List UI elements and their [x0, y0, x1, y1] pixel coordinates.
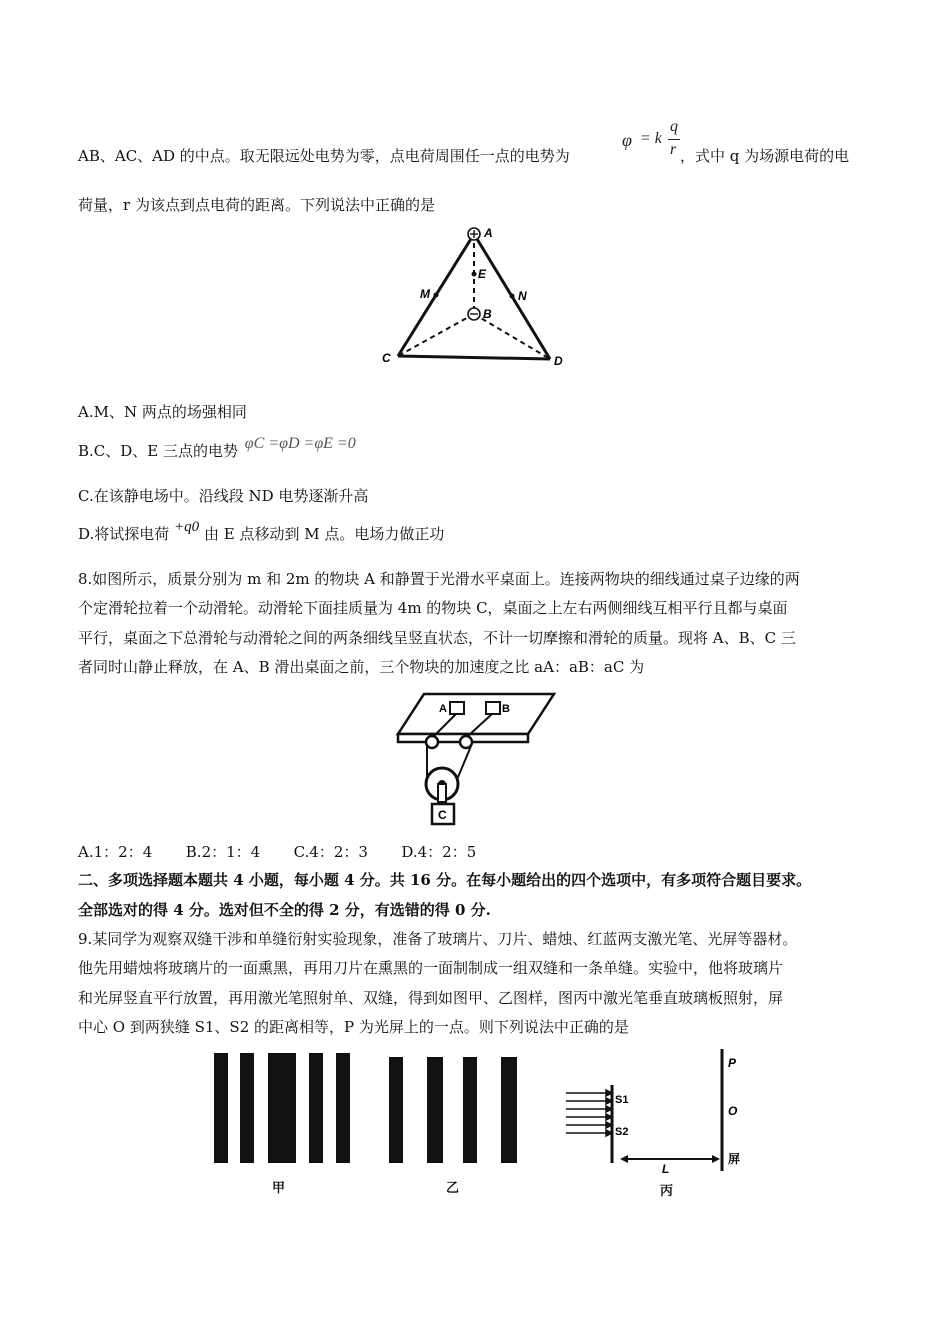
q9-line4: 中心 O 到两狭缝 S1、S2 的距离相等，P 为光屏上的一点。则下列说法中正确的是: [78, 1018, 629, 1036]
q8-option-c: C.4：2：3: [293, 843, 368, 861]
fringe: [427, 1057, 443, 1163]
label-jia: 甲: [272, 1181, 286, 1196]
q7-intro-text-b: ，式中 q 为场源电荷的电: [680, 147, 850, 165]
fringe: [501, 1057, 517, 1163]
q7-option-b-formula: φC =φD =φE =0: [244, 435, 356, 452]
label-A: A: [484, 226, 493, 240]
label-screen: 屏: [728, 1152, 741, 1166]
label-S1: S1: [615, 1094, 629, 1106]
q7-option-b-text: B.C、D、E 三点的电势: [78, 442, 239, 460]
q7-option-d-text-a: D.将试探电荷: [78, 525, 170, 543]
label-C: C: [382, 351, 391, 365]
q8-option-b: B.2：1：4: [185, 843, 261, 861]
label-block-A: A: [439, 703, 447, 715]
q9-line2: 他先用蜡烛将玻璃片的一面熏黑，再用刀片在熏黑的一面制制成一组双缝和一条单缝。实验中，他将玻璃片: [78, 959, 784, 977]
q9-line1: 9.某同学为观察双缝干涉和单缝衍射实验现象，准备了玻璃片、刀片、蜡烛、红蓝两支激光笔、光屏等器材。: [78, 930, 798, 948]
fringe: [240, 1053, 254, 1163]
tetrahedron-figure: [378, 222, 578, 382]
fringe: [309, 1053, 323, 1163]
fringe: [389, 1057, 403, 1163]
block-A: [450, 702, 464, 714]
q7-intro-line1-tail: [680, 146, 849, 166]
q7-intro-line2: 荷量，r 为该点到点电荷的距离。下列说法中正确的是: [78, 196, 435, 214]
label-P: P: [728, 1056, 737, 1070]
arrowhead-right: [712, 1155, 720, 1163]
q8-option-a: A.1：2：4: [78, 843, 153, 861]
formula-numerator: q: [670, 118, 678, 135]
q8-line4: 者同时山静止释放，在 A、B 滑出桌面之前，三个物块的加速度之比 aA：aB：aC 为: [78, 658, 645, 676]
label-B: B: [483, 307, 492, 321]
label-O: O: [728, 1104, 738, 1118]
section2-heading-line1: 二、多项选择题本题共 4 小题，每小题 4 分。共 16 分。在每小题给出的四个选项中，有多项符合题目要求。: [78, 871, 812, 889]
arrowhead-left: [620, 1155, 628, 1163]
label-bing: 丙: [660, 1184, 674, 1199]
label-block-C: C: [438, 808, 447, 822]
q7-option-b: [78, 435, 356, 462]
q8-line2: 个定滑轮拉着一个动滑轮。动滑轮下面挂质量为 4m 的物块 C，桌面之上左右两侧细线互相平行且都与桌面: [78, 599, 788, 617]
fringe: [463, 1057, 477, 1163]
section2-heading-line2: 全部选对的得 4 分。选对但不全的得 2 分，有选错的得 0 分.: [78, 901, 491, 919]
formula-phi: φ: [622, 130, 632, 150]
q8-options-row: [78, 842, 476, 862]
double-slit-setup-figure: [560, 1045, 760, 1175]
q8-line1: 8.如图所示，质景分别为 m 和 2m 的物块 A 和静置于光滑水平桌面上。连接两物块的细线通过桌子边缘的两: [78, 570, 800, 588]
pulley-figure: [394, 690, 564, 830]
formula-denominator: r: [670, 141, 677, 158]
label-D: D: [554, 354, 563, 368]
pattern-jia-figure: [210, 1050, 360, 1165]
point-M: [434, 293, 439, 298]
formula-fraction-bar: [668, 139, 680, 140]
potential-formula: [622, 118, 682, 164]
q7-option-c: C.在该静电场中。沿线段 ND 电势逐渐升高: [78, 487, 369, 505]
pattern-yi-figure: [385, 1055, 525, 1165]
pulley-hanger: [438, 784, 446, 802]
q7-option-d: [78, 519, 445, 545]
label-S2: S2: [615, 1126, 629, 1138]
laser-arrows: [566, 1090, 612, 1136]
block-B: [486, 702, 500, 714]
q7-intro-line1: [78, 146, 570, 166]
q7-option-a: A.M、N 两点的场强相同: [78, 403, 247, 421]
fringe: [336, 1053, 350, 1163]
q9-line3: 和光屏竖直平行放置，再用激光笔照射单、双缝，得到如图甲、乙图样，图丙中激光笔垂直玻璃板照射，屏: [78, 989, 784, 1007]
formula-eq: = k: [640, 130, 662, 147]
fringe: [214, 1053, 228, 1163]
label-block-B: B: [502, 703, 510, 715]
string-right-vertical: [456, 746, 471, 782]
label-yi: 乙: [446, 1181, 460, 1196]
q7-option-d-text-b: 由 E 点移动到 M 点。电场力做正功: [203, 525, 445, 543]
q8-option-d: D.4：2：5: [401, 843, 477, 861]
fringe: [268, 1053, 296, 1163]
edge-CD: [398, 356, 550, 359]
label-N: N: [518, 289, 527, 303]
label-M: M: [420, 287, 430, 301]
label-L: L: [662, 1162, 670, 1175]
label-E: E: [478, 267, 487, 281]
point-N: [510, 294, 515, 299]
q7-intro-text-a: AB、AC、AD 的中点。取无限远处电势为零，点电荷周围任一点的电势为: [78, 147, 570, 165]
q8-line3: 平行，桌面之下总滑轮与动滑轮之间的两条细线呈竖直状态，不计一切摩擦和滑轮的质量。现将 A、B、C 三: [78, 629, 796, 647]
q7-option-d-charge: +q0: [174, 519, 200, 535]
point-E: [472, 272, 477, 277]
